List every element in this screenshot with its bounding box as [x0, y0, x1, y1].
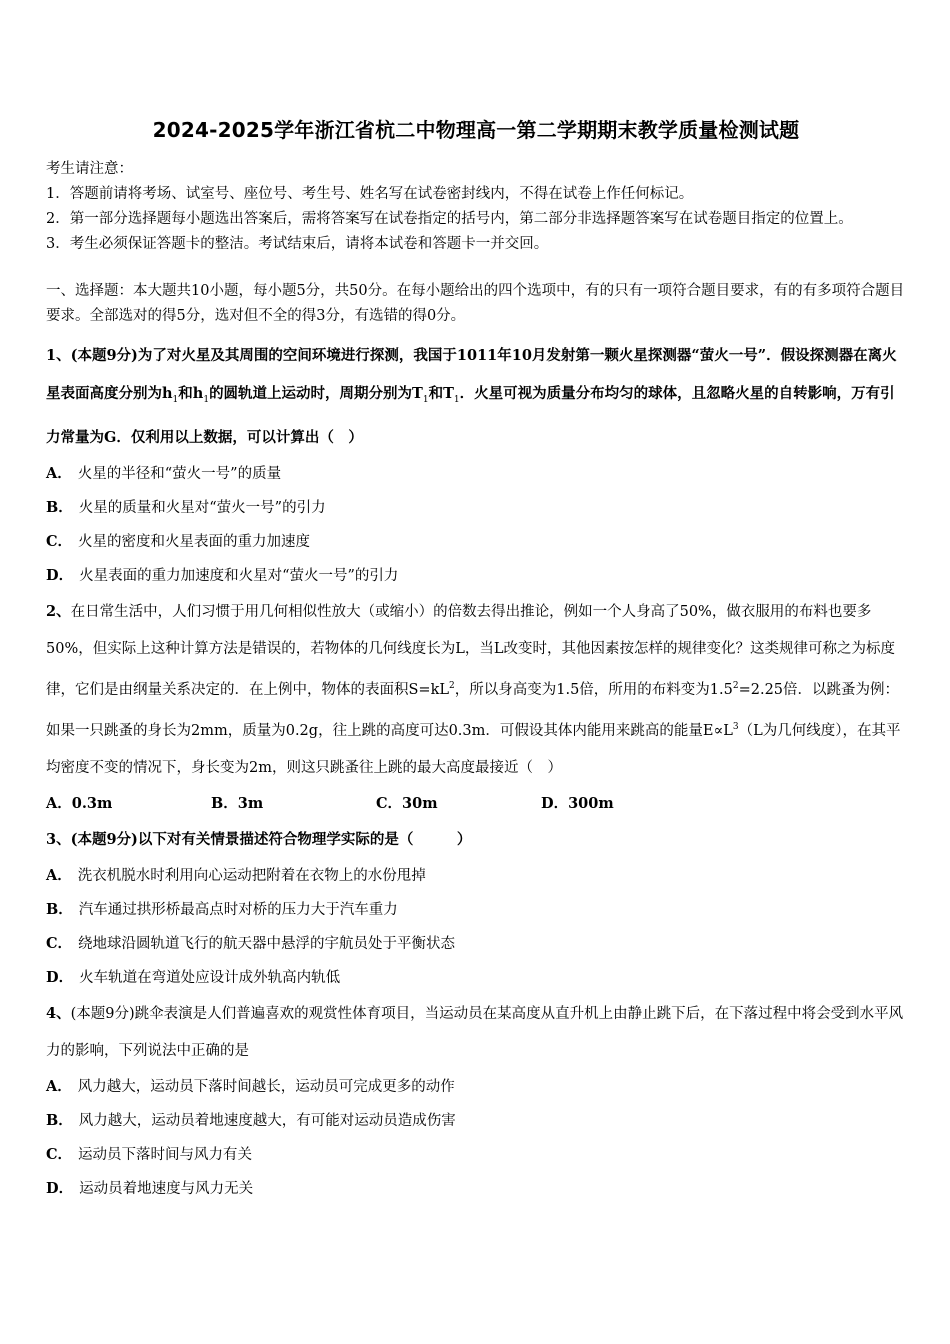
q1-option-d	[46, 559, 906, 593]
q1-option-b	[46, 491, 906, 525]
option-text: 火星表面的重力加速度和火星对“萤火一号”的引力	[79, 567, 399, 584]
option-text: 绕地球沿圆轨道飞行的航天器中悬浮的宇航员处于平衡状态	[78, 935, 456, 952]
option-text: 运动员着地速度与风力无关	[79, 1180, 254, 1197]
option-label: D．	[46, 566, 74, 584]
option-text: 运动员下落时间与风力有关	[78, 1146, 253, 1163]
question-4-text	[46, 995, 906, 1070]
question-1-sub1: 1	[172, 394, 179, 405]
q3-option-c	[46, 927, 906, 961]
option-text: 风力越大，运动员下落时间越长，运动员可完成更多的动作	[77, 1078, 455, 1095]
option-label: D．	[46, 968, 74, 986]
q1-option-a	[46, 457, 906, 491]
option-label: A．	[46, 464, 72, 482]
question-4-number: 4、	[46, 1004, 71, 1022]
notice-item-1: 1．答题前请将考场、试室号、座位号、考生号、姓名写在试卷密封线内，不得在试卷上作任何标记。	[46, 186, 694, 202]
q4-option-c	[46, 1138, 906, 1172]
notice-block	[46, 157, 906, 257]
option-text: 风力越大，运动员着地速度越大，有可能对运动员造成伤害	[78, 1112, 456, 1129]
question-1-part5: ．火星可视为质量分布均匀的球体，且忽略火星的自转影响，万有引力常量为G．仅利用以上数据，可以计算出（ ）	[46, 385, 895, 446]
option-label: D．	[46, 1179, 74, 1197]
question-3-number: 3、	[46, 830, 71, 848]
question-2-text	[46, 593, 906, 787]
question-2-part2: ，所以身高变为1.5倍，所用的布料变为1.5	[454, 681, 733, 698]
question-1-sub3: 1	[422, 394, 429, 405]
option-label: C．	[46, 934, 73, 952]
question-1-sub4: 1	[453, 394, 460, 405]
option-label: A．	[46, 1077, 72, 1095]
question-1-part2: 和h	[178, 385, 204, 402]
question-1	[46, 337, 906, 457]
question-1-part1: (本题9分)为了对火星及其周围的空间环境进行探测，我国于1011年10月发射第一颗火星探测器“萤火一号”．假设探测器在离火星表面高度分别为h	[46, 347, 897, 402]
question-2-part3: =2.25倍．以跳蚤为例：如果一只跳蚤的身长为2mm，质量为0.2g，往上跳的高度可达0.3m．可假设其体内能用来跳高的能量E∝L	[46, 681, 900, 739]
notice-item-2: 2．第一部分选择题每小题选出答案后，需将答案写在试卷指定的括号内，第二部分非选择题答案写在试卷题目指定的位置上。	[46, 211, 853, 227]
question-2-sup1: 2	[449, 680, 455, 691]
question-1-part3: 的圆轨道上运动时，周期分别为T	[209, 385, 423, 402]
option-label: B．	[46, 498, 73, 516]
q4-option-d	[46, 1172, 906, 1206]
q3-option-a	[46, 859, 906, 893]
q3-option-d	[46, 961, 906, 995]
question-2	[46, 593, 906, 787]
notice-heading: 考生请注意：	[46, 161, 133, 177]
option-text: 火星的质量和火星对“萤火一号”的引力	[78, 499, 326, 516]
option-label: B．	[46, 1111, 73, 1129]
option-label: B．	[46, 900, 73, 918]
page-title: 2024-2025学年浙江省杭二中物理高一第二学期期末教学质量检测试题	[152, 118, 800, 142]
question-1-sub2: 1	[203, 394, 210, 405]
question-3	[46, 821, 906, 859]
option-text: 火车轨道在弯道处应设计成外轨高内轨低	[79, 969, 341, 986]
question-3-text	[46, 821, 906, 859]
section-intro: 一、选择题：本大题共10小题，每小题5分，共50分。在每小题给出的四个选项中，有的只有一项符合题目要求，有的有多项符合题目要求。全部选对的得5分，选对但不全的得3分，有选错的得0分。	[46, 283, 905, 324]
option-text: 洗衣机脱水时利用向心运动把附着在衣物上的水份甩掉	[77, 867, 426, 884]
option-text: 火星的密度和火星表面的重力加速度	[78, 533, 311, 550]
question-2-sup3: 3	[732, 721, 739, 732]
question-3-body: (本题9分)以下对有关情景描述符合物理学实际的是（ ）	[70, 830, 472, 848]
question-2-part1: 在日常生活中，人们习惯于用几何相似性放大（或缩小）的倍数去得出推论，例如一个人身高了50%，做衣服用的布料也要多50%，但实际上这种计算方法是错误的，若物体的几何线度长为L，当L改变时，其他因素按怎样的规律变化？这类规律可称之为标度律，它们是由纲量关系决定的．在上例中，物体的表面积S=kL	[46, 603, 895, 698]
q2-options	[46, 787, 906, 821]
q3-option-b	[46, 893, 906, 927]
option-text: 汽车通过拱形桥最高点时对桥的压力大于汽车重力	[78, 901, 398, 918]
option-label: C．	[46, 532, 73, 550]
exam-page	[46, 108, 906, 1206]
option-label: A．	[46, 866, 72, 884]
question-1-number: 1、	[46, 347, 71, 364]
notice-item-3: 3．考生必须保证答题卡的整洁。考试结束后，请将本试卷和答题卡一并交回。	[46, 236, 549, 252]
q2-option-b: B．3m	[211, 794, 264, 812]
question-1-text	[46, 337, 906, 457]
question-2-number: 2、	[46, 602, 71, 620]
question-1-part4: 和T	[428, 385, 454, 402]
q2-option-d: D．300m	[541, 794, 614, 812]
question-2-sup2: 2	[732, 680, 739, 691]
q2-option-c: C．30m	[376, 794, 438, 812]
q1-option-c	[46, 525, 906, 559]
q4-option-b	[46, 1104, 906, 1138]
question-4-body: (本题9分)跳伞表演是人们普遍喜欢的观赏性体育项目，当运动员在某高度从直升机上由静止跳下后，在下落过程中将会受到水平风力的影响，下列说法中正确的是	[46, 1005, 904, 1059]
question-2-part4: （L为几何线度），在其平均密度不变的情况下，身长变为2m，则这只跳蚤往上跳的最大高度最接近（ ）	[46, 722, 901, 776]
question-4	[46, 995, 906, 1070]
q4-option-a	[46, 1070, 906, 1104]
option-text: 火星的半径和“萤火一号”的质量	[77, 465, 282, 482]
option-label: C．	[46, 1145, 73, 1163]
q2-option-a: A．0.3m	[46, 794, 113, 812]
